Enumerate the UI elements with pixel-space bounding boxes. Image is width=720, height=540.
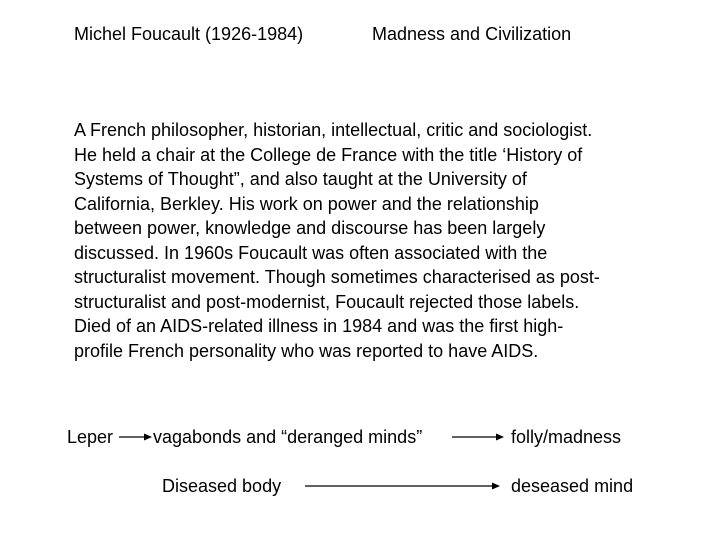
bio-line: California, Berkley. His work on power and the relationship xyxy=(74,193,539,214)
bio-line: Systems of Thought”, and also taught at the University of xyxy=(74,169,527,189)
bio-line: discussed. In 1960s Foucault was often associated with the xyxy=(74,242,548,263)
arrow-vagabonds-to-folly xyxy=(452,434,504,441)
diseased-body-label: Diseased body xyxy=(162,476,282,496)
leper-label: Leper xyxy=(67,427,114,447)
bio-line: He held a chair at the College de France with the title ‘History of xyxy=(74,144,583,165)
vagabonds-label: vagabonds and “deranged minds” xyxy=(153,427,423,447)
bio-line: between power, knowledge and discourse has been largely xyxy=(74,218,546,238)
diseased-mind-label: deseased mind xyxy=(511,476,634,496)
bio-line: structuralist and post-modernist, Foucault rejected those labels. xyxy=(74,291,580,312)
biography-paragraph xyxy=(74,118,694,363)
bio-line: A French philosopher, historian, intellectual, critic and sociologist. xyxy=(74,120,593,140)
folly-madness-label: folly/madness xyxy=(511,427,622,447)
bio-line: profile French personality who was reported to have AIDS. xyxy=(74,340,539,361)
book-title: Madness and Civilization xyxy=(372,24,572,44)
bio-line: Died of an AIDS-related illness in 1984 and was the first high- xyxy=(74,316,564,336)
author-heading: Michel Foucault (1926-1984) xyxy=(74,24,304,44)
arrow-leper-to-vagabonds xyxy=(119,434,152,441)
arrow-body-to-mind xyxy=(305,483,500,490)
bio-line: structuralist movement. Though sometimes characterised as post- xyxy=(74,267,600,287)
